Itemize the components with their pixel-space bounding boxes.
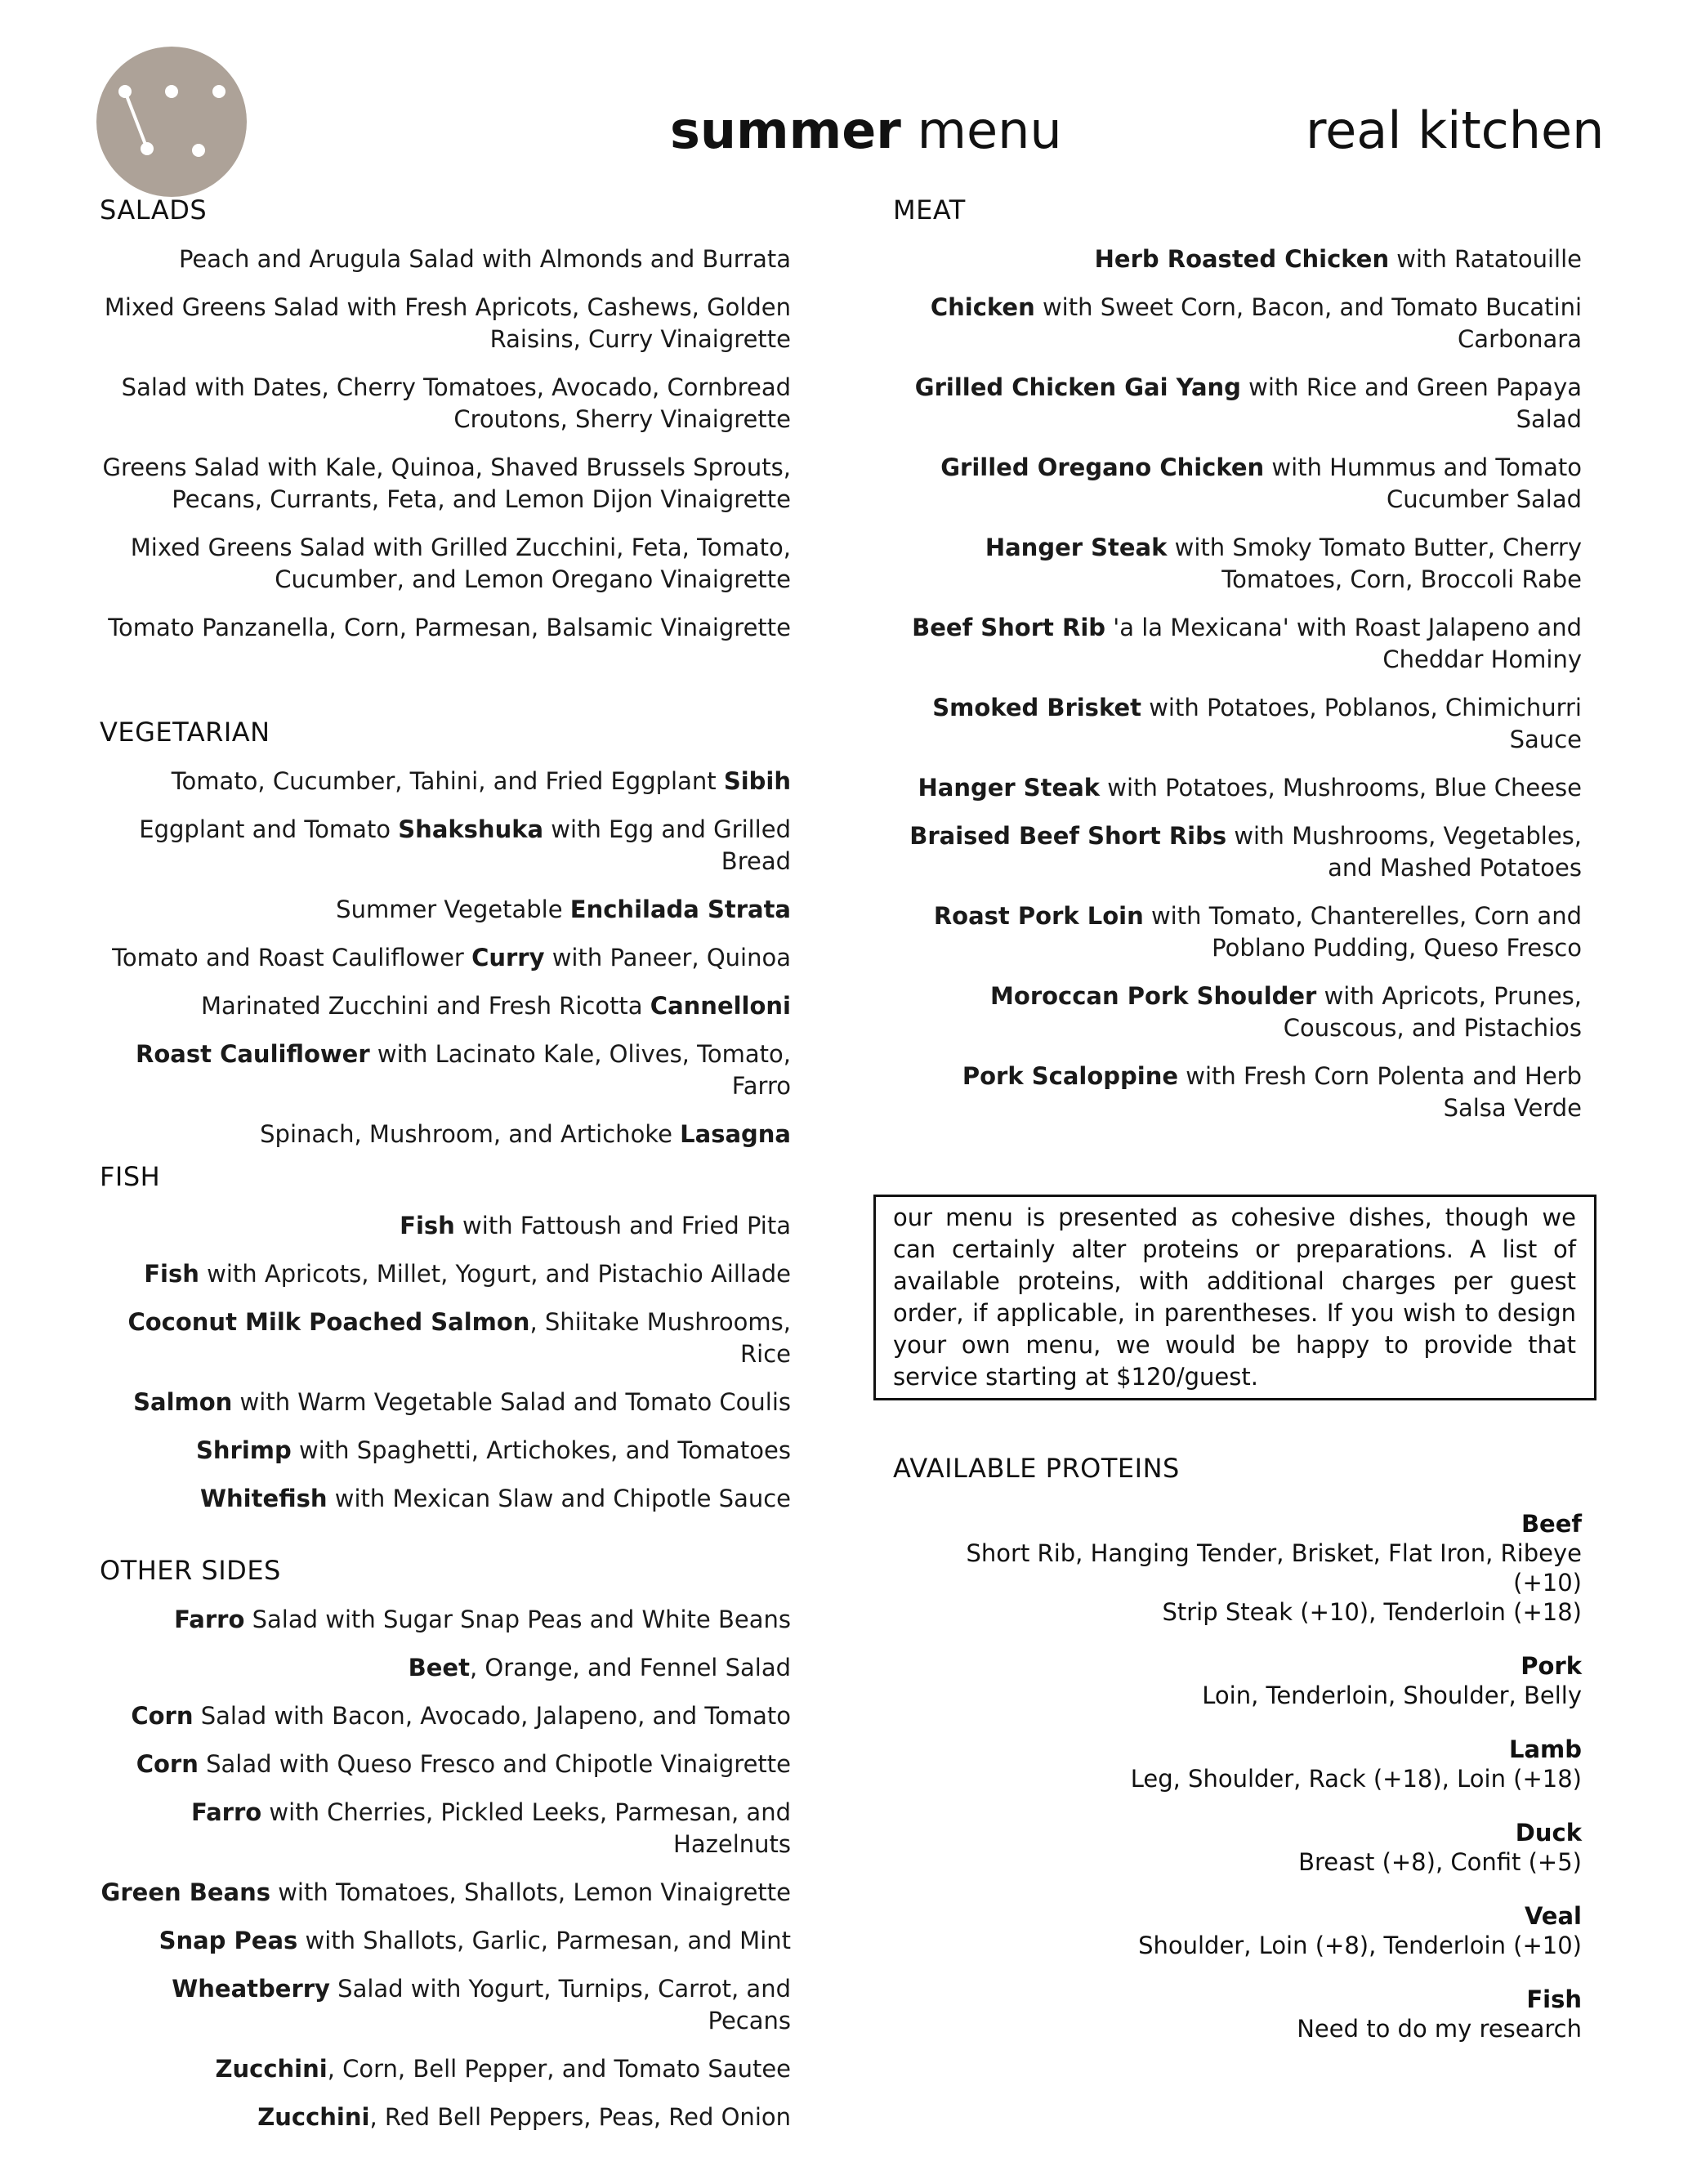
menu-note-box: our menu is presented as cohesive dishes, though we can certainly alter proteins or preparations. A list of available proteins, with additional charges per guest order, if applicable, in parentheses. If you wish to design your own menu, we would be happy to provide that service starting at $120/guest. (873, 1195, 1596, 1400)
vegetarian-list (100, 766, 791, 1167)
menu-item-post: Salad with Sugar Snap Peas and White Beans (244, 1606, 791, 1633)
menu-item-bold: Shrimp (196, 1436, 292, 1464)
menu-item-post: with Mushrooms, Vegetables, and Mashed Potatoes (1226, 822, 1582, 882)
menu-item (893, 980, 1582, 1044)
menu-item (893, 292, 1582, 355)
menu-item (100, 1973, 791, 2037)
menu-item-post: Salad with Yogurt, Turnips, Carrot, and Pecans (329, 1975, 791, 2034)
protein-name: Lamb (1508, 1735, 1582, 1763)
menu-item-post: , Corn, Bell Pepper, and Tomato Sautee (327, 2055, 791, 2083)
fish-list (100, 1210, 791, 1531)
menu-item-bold: Fish (144, 1260, 199, 1288)
logo-constellation-icon (96, 47, 247, 197)
menu-item-post: with Warm Vegetable Salad and Tomato Coulis (232, 1388, 791, 1416)
protein-name: Beef (1521, 1510, 1582, 1538)
menu-item-post: with Egg and Grilled Bread (543, 815, 791, 875)
menu-item (100, 2053, 791, 2085)
protein-name: Pork (1521, 1652, 1582, 1680)
menu-item (100, 372, 791, 435)
menu-item-bold: Curry (471, 944, 545, 971)
menu-item-bold: Zucchini (215, 2055, 328, 2083)
menu-item-post: , Orange, and Fennel Salad (469, 1654, 791, 1682)
menu-item-post: with Smoky Tomato Butter, Cherry Tomatoes, Corn, Broccoli Rabe (1167, 534, 1582, 593)
menu-item-post: , Shiitake Mushrooms, Rice (529, 1308, 791, 1368)
menu-item (893, 452, 1582, 516)
menu-item (100, 1797, 791, 1860)
protein-group (893, 1735, 1582, 1793)
menu-item (100, 612, 791, 644)
menu-item-bold: Herb Roasted Chicken (1094, 245, 1390, 273)
menu-item-post: with Mexican Slaw and Chipotle Sauce (327, 1485, 791, 1512)
menu-item-bold: Cannelloni (650, 992, 791, 1020)
menu-item-bold: Coconut Milk Poached Salmon (127, 1308, 530, 1336)
menu-item-pre: Tomato, Cucumber, Tahini, and Fried Eggplant (171, 767, 724, 795)
menu-item-bold: Salmon (133, 1388, 233, 1416)
menu-item-pre: Spinach, Mushroom, and Artichoke (260, 1120, 681, 1148)
menu-item (893, 532, 1582, 596)
menu-item-bold: Corn (131, 1702, 194, 1730)
protein-options: Need to do my research (1297, 2015, 1582, 2043)
menu-item (100, 1119, 791, 1150)
menu-item-post: with Potatoes, Poblanos, Chimichurri Sauce (1141, 694, 1582, 753)
menu-item-post: with Sweet Corn, Bacon, and Tomato Bucatini Carbonara (1034, 293, 1582, 353)
menu-item (100, 1700, 791, 1732)
menu-item (893, 692, 1582, 756)
menu-item (100, 1387, 791, 1418)
menu-item-post: with Cherries, Pickled Leeks, Parmesan, and Hazelnuts (261, 1798, 791, 1858)
menu-item-pre: Peach and Arugula Salad with Almonds and Burrata (178, 245, 791, 273)
protein-name: Veal (1524, 1902, 1582, 1930)
menu-item-bold: Grilled Oregano Chicken (940, 453, 1265, 481)
menu-item (100, 243, 791, 275)
protein-group (893, 1985, 1582, 2043)
menu-item (100, 1038, 791, 1102)
menu-item-post: Salad with Bacon, Avocado, Jalapeno, and Tomato (193, 1702, 791, 1730)
menu-item-bold: Smoked Brisket (932, 694, 1141, 721)
menu-item (100, 1483, 791, 1515)
protein-name: Duck (1515, 1819, 1582, 1847)
menu-item (100, 1604, 791, 1636)
menu-item (100, 990, 791, 1022)
menu-item-post: with Shallots, Garlic, Parmesan, and Mint (297, 1927, 791, 1954)
menu-item (100, 1435, 791, 1467)
menu-item-post: with Rice and Green Papaya Salad (1240, 373, 1582, 433)
menu-item (100, 292, 791, 355)
proteins-heading: AVAILABLE PROTEINS (893, 1453, 1180, 1484)
menu-item (893, 243, 1582, 275)
menu-item (893, 612, 1582, 676)
menu-item-bold: Braised Beef Short Ribs (909, 822, 1227, 850)
menu-item-post: with Spaghetti, Artichokes, and Tomatoes (291, 1436, 791, 1464)
menu-item-pre: Salad with Dates, Cherry Tomatoes, Avocado, Cornbread Croutons, Sherry Vinaigrette (121, 373, 791, 433)
menu-item-bold: Hanger Steak (918, 774, 1101, 802)
menu-item-post: with Paneer, Quinoa (544, 944, 791, 971)
menu-item-bold: Beef Short Rib (912, 614, 1106, 641)
menu-item-post: Salad with Queso Fresco and Chipotle Vinaigrette (198, 1750, 791, 1778)
menu-item-pre: Marinated Zucchini and Fresh Ricotta (201, 992, 650, 1020)
menu-item (100, 1210, 791, 1242)
menu-item (893, 372, 1582, 435)
salads-heading: SALADS (100, 194, 208, 226)
meat-heading: MEAT (893, 194, 966, 226)
menu-item-bold: Lasagna (680, 1120, 791, 1148)
logo-disc (96, 47, 247, 197)
menu-item-bold: Fish (400, 1212, 455, 1239)
protein-options: Shoulder, Loin (+8), Tenderloin (+10) (1138, 1932, 1582, 1959)
menu-item-post: with Fresh Corn Polenta and Herb Salsa Verde (1178, 1062, 1582, 1122)
protein-group (893, 1651, 1582, 1710)
menu-item-bold: Wheatberry (172, 1975, 330, 2003)
menu-item-bold: Zucchini (257, 2103, 370, 2131)
menu-item (100, 1925, 791, 1957)
menu-item-bold: Shakshuka (398, 815, 544, 843)
menu-item (100, 1258, 791, 1290)
menu-item-post: 'a la Mexicana' with Roast Jalapeno and Cheddar Hominy (1105, 614, 1582, 673)
menu-item-post: with Hummus and Tomato Cucumber Salad (1264, 453, 1582, 513)
menu-item-post: with Tomatoes, Shallots, Lemon Vinaigrette (270, 1878, 791, 1906)
menu-item-post: , Red Bell Peppers, Peas, Red Onion (369, 2103, 791, 2131)
protein-options: Leg, Shoulder, Rack (+18), Loin (+18) (1130, 1765, 1582, 1793)
menu-item-pre: Greens Salad with Kale, Quinoa, Shaved Brussels Sprouts, Pecans, Currants, Feta, and Lemon Dijon Vinaigrette (102, 453, 791, 513)
vegetarian-heading: VEGETARIAN (100, 717, 270, 748)
menu-title: summer menu (670, 100, 1062, 160)
menu-item (100, 1306, 791, 1370)
menu-item (100, 2101, 791, 2133)
menu-item (100, 1877, 791, 1909)
menu-item-post: with Tomato, Chanterelles, Corn and Poblano Pudding, Queso Fresco (1143, 902, 1582, 962)
menu-item-bold: Green Beans (100, 1878, 270, 1906)
protein-options: Loin, Tenderloin, Shoulder, Belly (1202, 1682, 1582, 1709)
menu-item (893, 820, 1582, 884)
menu-item (100, 1652, 791, 1684)
menu-item (100, 1749, 791, 1780)
sides-heading: OTHER SIDES (100, 1555, 281, 1586)
menu-item-post: with Fattoush and Fried Pita (454, 1212, 791, 1239)
protein-options: Breast (+8), Confit (+5) (1298, 1848, 1582, 1876)
protein-group (893, 1818, 1582, 1877)
protein-options: Short Rib, Hanging Tender, Brisket, Flat Iron, Ribeye (+10) (966, 1539, 1582, 1597)
menu-item-pre: Eggplant and Tomato (139, 815, 399, 843)
menu-item-bold: Roast Pork Loin (933, 902, 1144, 930)
menu-item-bold: Roast Cauliflower (136, 1040, 370, 1068)
menu-item-post: with Ratatouille (1389, 245, 1582, 273)
protein-group (893, 1901, 1582, 1960)
menu-item (100, 942, 791, 974)
menu-item-post: with Potatoes, Mushrooms, Blue Cheese (1100, 774, 1582, 802)
menu-item-bold: Grilled Chicken Gai Yang (914, 373, 1241, 401)
fish-heading: FISH (100, 1161, 161, 1192)
menu-item (893, 900, 1582, 964)
menu-item (100, 766, 791, 797)
protein-name: Fish (1526, 1985, 1582, 2013)
salads-list (100, 243, 791, 660)
menu-item-bold: Chicken (930, 293, 1035, 321)
menu-item-bold: Sibih (723, 767, 791, 795)
menu-item-bold: Moroccan Pork Shoulder (990, 982, 1317, 1010)
menu-item-bold: Farro (174, 1606, 245, 1633)
meat-list (893, 243, 1582, 1141)
protein-options: Strip Steak (+10), Tenderloin (+18) (1162, 1598, 1582, 1626)
menu-item-pre: Tomato and Roast Cauliflower (112, 944, 472, 971)
menu-item-pre: Mixed Greens Salad with Grilled Zucchini, Feta, Tomato, Cucumber, and Lemon Oregano Vinaigrette (130, 534, 791, 593)
menu-item-bold: Whitefish (200, 1485, 328, 1512)
menu-item-bold: Beet (408, 1654, 470, 1682)
menu-item-bold: Corn (136, 1750, 199, 1778)
menu-item-bold: Pork Scaloppine (962, 1062, 1179, 1090)
menu-item-pre: Summer Vegetable (336, 895, 570, 923)
menu-item-pre: Tomato Panzanella, Corn, Parmesan, Balsamic Vinaigrette (108, 614, 791, 641)
menu-item (100, 532, 791, 596)
menu-item-post: with Apricots, Millet, Yogurt, and Pistachio Aillade (199, 1260, 791, 1288)
protein-group (893, 1509, 1582, 1627)
menu-item (100, 814, 791, 878)
brand-name: real kitchen (1306, 100, 1605, 160)
sides-list (100, 1604, 791, 2150)
menu-item-pre: Mixed Greens Salad with Fresh Apricots, Cashews, Golden Raisins, Curry Vinaigrette (104, 293, 791, 353)
menu-item-bold: Snap Peas (159, 1927, 298, 1954)
menu-item-bold: Farro (191, 1798, 262, 1826)
menu-item (893, 772, 1582, 804)
menu-item (100, 894, 791, 926)
menu-item (100, 452, 791, 516)
proteins-list (893, 1509, 1582, 2068)
menu-item (893, 1061, 1582, 1124)
menu-item-bold: Hanger Steak (985, 534, 1168, 561)
menu-item-post: with Apricots, Prunes, Couscous, and Pistachios (1283, 982, 1582, 1042)
menu-item-post: with Lacinato Kale, Olives, Tomato, Farro (369, 1040, 791, 1100)
menu-item-bold: Enchilada Strata (569, 895, 791, 923)
